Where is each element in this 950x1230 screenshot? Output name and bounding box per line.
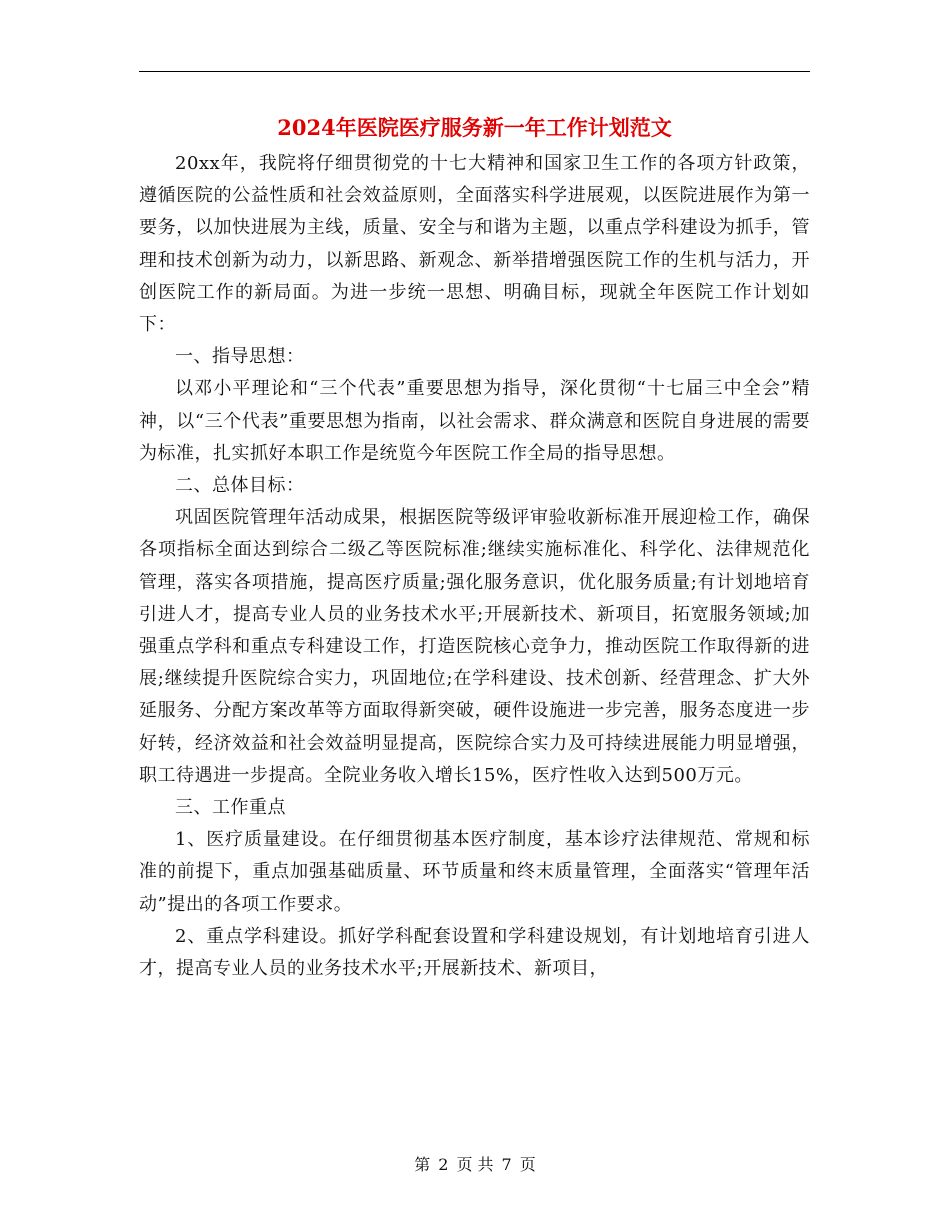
footer-mid: 页 共 bbox=[456, 1155, 494, 1174]
paragraph-guiding-ideology: 以邓小平理论和“三个代表”重要思想为指导，深化贯彻“十七届三中全会”精神，以“三个代表”重要思想为指南，以社会需求、群众满意和医院自身进展的需要为标准，扎实抓好本职工作是统览今年医院工作全局的指导思想。 bbox=[139, 378, 810, 464]
footer-page-total: 7 bbox=[501, 1155, 512, 1174]
heading-work-focus: 三、工作重点 bbox=[175, 797, 286, 819]
paragraph-overall-goals: 巩固医院管理年活动成果，根据医院等级评审验收新标准开展迎检工作，确保各项指标全面达到综合二级乙等医院标准;继续实施标准化、科学化、法律规范化管理，落实各项措施，提高医疗质量;强化服务意识，优化服务质量;有计划地培育引进人才，提高专业人员的业务技术水平;开展新技术、新项目，拓宽服务领域;加强重点学科和重点专科建设工作，打造医院核心竞争力，推动医院工作取得新的进展;继续提升医院综合实力，巩固地位;在学科建设、技术创新、经营理念、扩大外延服务、分配方案改革等方面取得新突破，硬件设施进一步完善，服务态度进一步好转，经济效益和社会效益明显提高，医院综合实力及可持续进展能力明显增强，职工待遇进一步提高。全院业务收入增长15%，医疗性收入达到500万元。 bbox=[139, 507, 810, 786]
footer-prefix: 第 bbox=[414, 1155, 431, 1174]
footer-suffix: 页 bbox=[519, 1155, 536, 1174]
heading-overall-goals: 二、总体目标： bbox=[175, 475, 305, 497]
page-footer bbox=[0, 1152, 950, 1175]
paragraph-key-disciplines: 2、重点学科建设。抓好学科配套设置和学科建设规划，有计划地培育引进人才，提高专业人员的业务技术水平;开展新技术、新项目， bbox=[139, 925, 810, 980]
document-title: 2024年医院医疗服务新一年工作计划范文 bbox=[277, 115, 672, 140]
paragraph-medical-quality: 1、医疗质量建设。在仔细贯彻基本医疗制度，基本诊疗法律规范、常规和标准的前提下，重点加强基础质量、环节质量和终末质量管理，全面落实“管理年活动”提出的各项工作要求。 bbox=[139, 829, 810, 915]
document-body bbox=[139, 148, 810, 985]
heading-guiding-ideology: 一、指导思想： bbox=[175, 346, 305, 368]
footer-page-current: 2 bbox=[438, 1155, 449, 1174]
header-rule bbox=[139, 71, 810, 72]
paragraph-intro: 20xx年，我院将仔细贯彻党的十七大精神和国家卫生工作的各项方针政策，遵循医院的公益性质和社会效益原则，全面落实科学进展观，以医院进展作为第一要务，以加快进展为主线，质量、安全与和谐为主题，以重点学科建设为抓手，管理和技术创新为动力，以新思路、新观念、新举措增强医院工作的生机与活力，开创医院工作的新局面。为进一步统一思想、明确目标，现就全年医院工作计划如下： bbox=[139, 153, 810, 336]
